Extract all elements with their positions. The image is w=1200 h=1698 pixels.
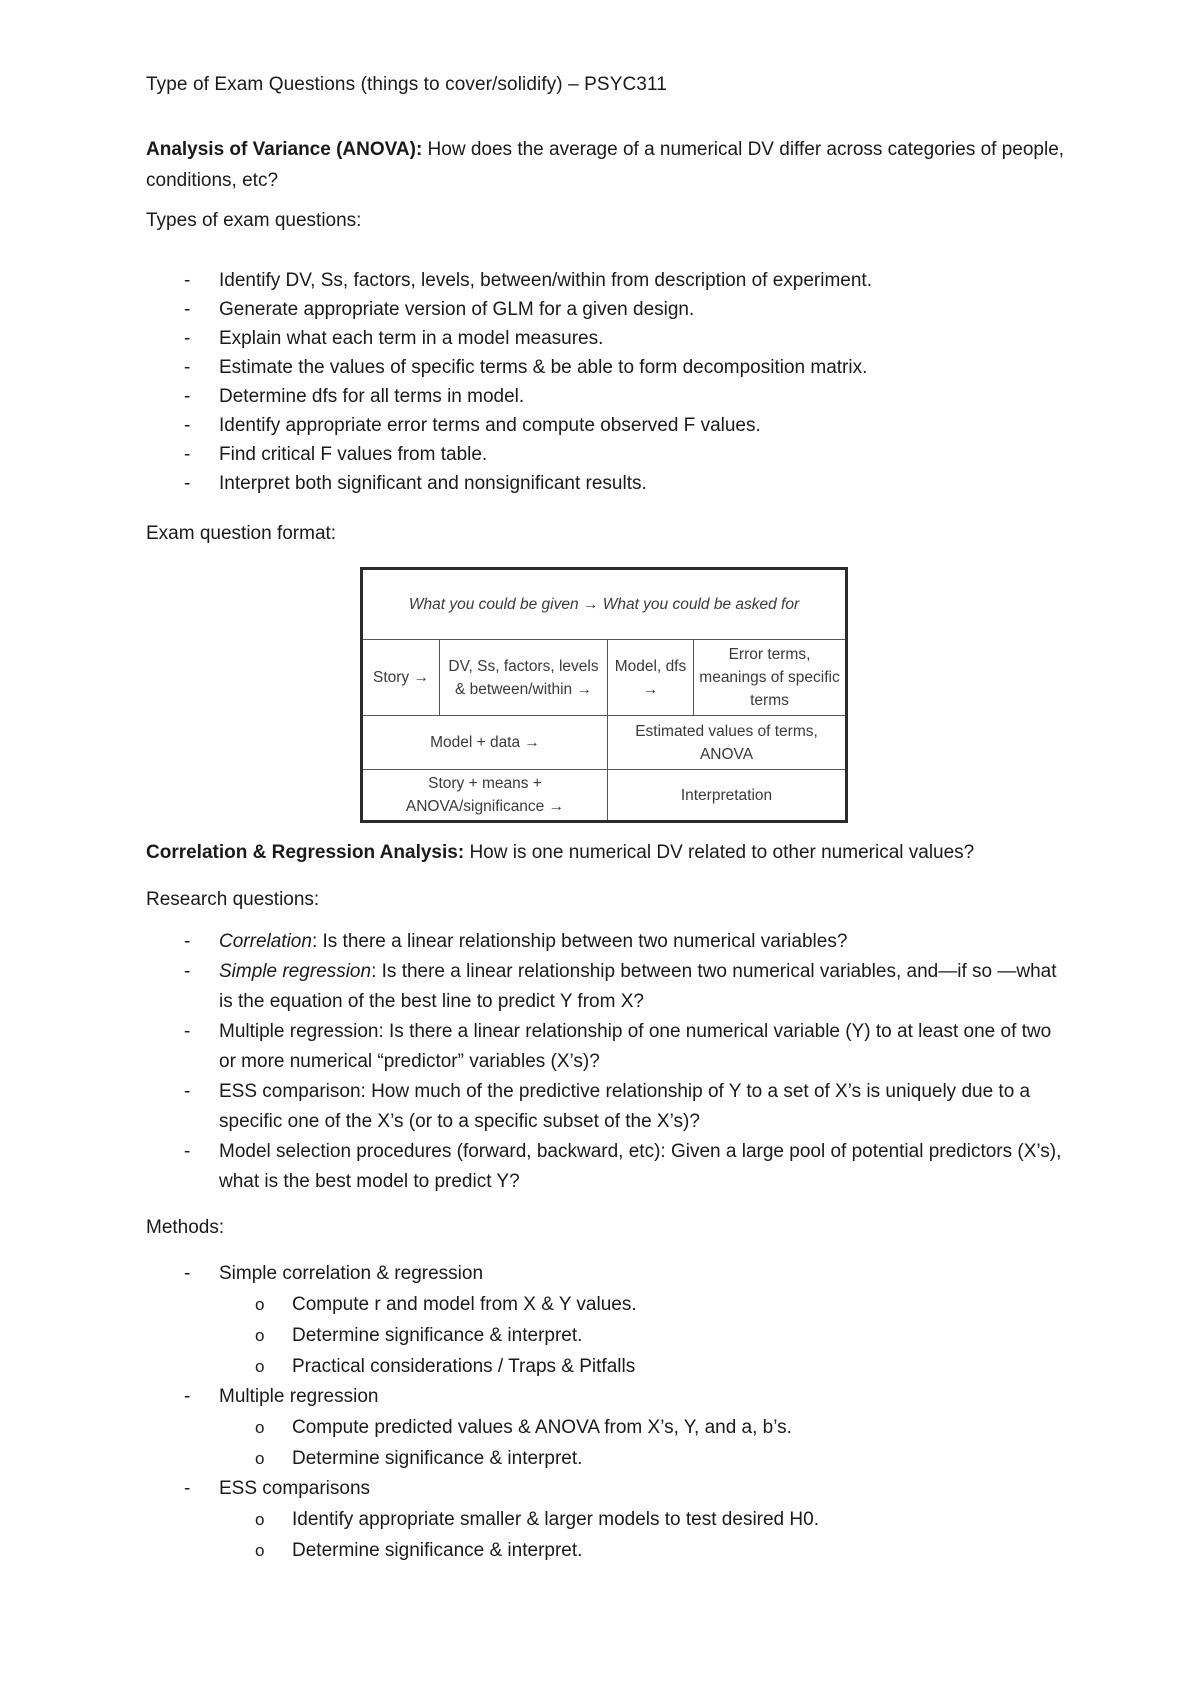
table-cell: DV, Ss, factors, levels & between/within →: [440, 640, 608, 716]
list-item: - ESS comparisons o Identify appropriate smaller & larger models to test desired H0. o Determine significance & interpret.: [146, 1474, 1066, 1566]
list-item: - Correlation: Is there a linear relationship between two numerical variables?: [184, 931, 848, 952]
table-cell: Story →: [362, 640, 440, 716]
list-item: - Generate appropriate version of GLM for a given design.: [184, 299, 695, 320]
list-item: - ESS comparison: How much of the predictive relationship of Y to a set of X’s is uniquely due to a specific one of the X’s (or to a specific subset of the X’s)?: [184, 1081, 1031, 1132]
sub-list: [146, 1289, 1066, 1382]
format-label: Exam question format:: [146, 523, 337, 544]
list-item: - Simple regression: Is there a linear relationship between two numerical variables, and—if so —what is the equation of the best line to predict Y from X?: [184, 961, 1057, 1012]
table-cell: Story + means + ANOVA/significance →: [362, 770, 608, 822]
table-cell: Model + data →: [362, 716, 608, 770]
list-item: - Identify appropriate error terms and compute observed F values.: [184, 415, 761, 436]
methods-label: Methods:: [146, 1217, 225, 1238]
list-item: - Explain what each term in a model measures.: [184, 328, 604, 349]
sub-list-item: o Compute predicted values & ANOVA from X’s, Y, and a, b’s.: [255, 1417, 792, 1438]
regression-question: How is one numerical DV related to other numerical values?: [464, 842, 975, 863]
table-header: What you could be given → What you could be asked for: [362, 569, 847, 640]
table-cell: Model, dfs →: [608, 640, 694, 716]
regression-heading: Correlation & Regression Analysis:: [146, 842, 465, 863]
sub-list-item: o Identify appropriate smaller & larger models to test desired H0.: [255, 1509, 819, 1530]
list-item: - Multiple regression: Is there a linear relationship of one numerical variable (Y) to at least one of two or more numerical “predictor” variables (X’s)?: [184, 1021, 1052, 1072]
anova-heading: Analysis of Variance (ANOVA):: [146, 139, 423, 160]
sub-list: [146, 1412, 1066, 1474]
anova-question-list: [146, 266, 872, 498]
research-question-list: [146, 927, 1066, 1197]
sub-list: [146, 1504, 1066, 1566]
sub-list-item: o Determine significance & interpret.: [255, 1540, 583, 1561]
list-item: - Find critical F values from table.: [184, 444, 488, 465]
types-label: Types of exam questions:: [146, 210, 362, 231]
sub-list-item: o Determine significance & interpret.: [255, 1448, 583, 1469]
list-item: - Simple correlation & regression o Compute r and model from X & Y values. o Determine significance & interpret. o Practical considerations / Traps & Pitfalls: [146, 1259, 1066, 1382]
sub-list-item: o Determine significance & interpret.: [255, 1325, 583, 1346]
anova-intro: [146, 134, 1066, 196]
sub-list-item: o Compute r and model from X & Y values.: [255, 1294, 637, 1315]
list-item: - Model selection procedures (forward, backward, etc): Given a large pool of potential predictors (X’s), what is the best model to predict Y?: [184, 1141, 1062, 1192]
table-cell: Error terms, meanings of specific terms: [694, 640, 847, 716]
list-item: - Interpret both significant and nonsignificant results.: [184, 473, 647, 494]
page-title: Type of Exam Questions (things to cover/solidify) – PSYC311: [146, 74, 667, 95]
table-cell: Interpretation: [608, 770, 847, 822]
sub-list-item: o Practical considerations / Traps & Pitfalls: [255, 1356, 636, 1377]
table-cell: Estimated values of terms, ANOVA: [608, 716, 847, 770]
exam-format-table: [360, 567, 848, 823]
methods-list: [146, 1259, 1066, 1566]
list-item: - Identify DV, Ss, factors, levels, between/within from description of experiment.: [184, 270, 872, 291]
list-item: - Estimate the values of specific terms & be able to form decomposition matrix.: [184, 357, 868, 378]
research-label: Research questions:: [146, 889, 320, 910]
regression-intro: [146, 837, 1066, 868]
list-item: - Multiple regression o Compute predicted values & ANOVA from X’s, Y, and a, b’s. o Determine significance & interpret.: [146, 1382, 1066, 1474]
anova-question: How does the average of a numerical DV differ across categories of people, conditions, etc?: [146, 139, 1065, 191]
list-item: - Determine dfs for all terms in model.: [184, 386, 525, 407]
